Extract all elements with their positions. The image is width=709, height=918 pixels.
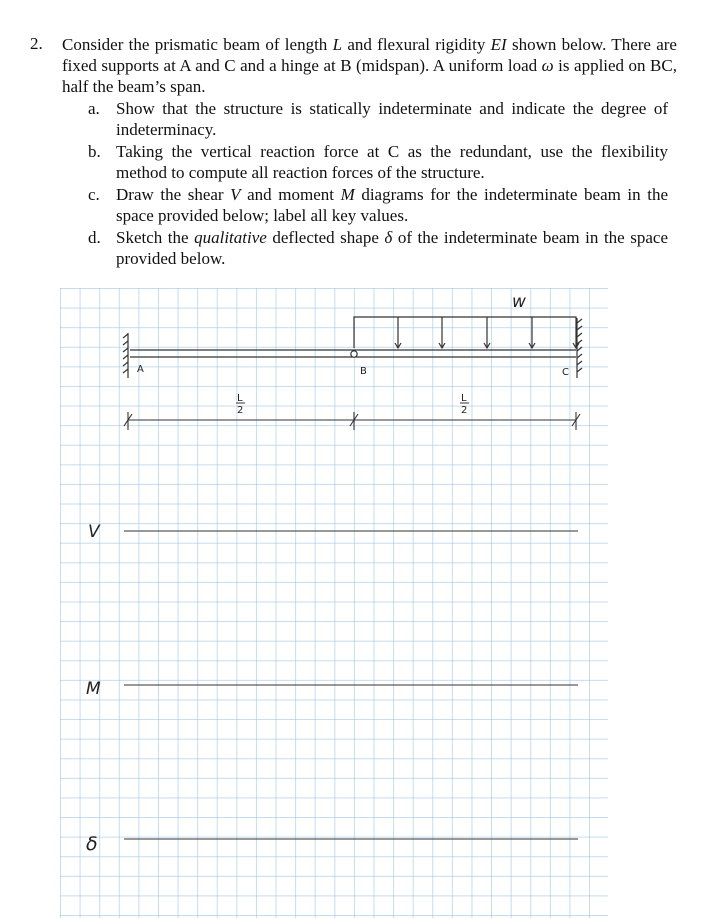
- part-a-label: a.: [88, 99, 100, 118]
- intro-text-3: shown below. There are fixed supports at A and C and a hinge at B (midspan). A uniform load: [62, 35, 677, 75]
- rigidity-symbol: EI: [490, 35, 507, 54]
- shear-axis-label: V: [88, 522, 100, 542]
- part-d-pre: Sketch the: [116, 228, 195, 247]
- part-c-pre: Draw the shear: [116, 185, 231, 204]
- part-d-label: d.: [88, 228, 101, 247]
- fixed-support-c: [577, 318, 582, 378]
- hinge-b-label: B: [360, 366, 367, 377]
- shear-symbol: V: [230, 185, 241, 204]
- intro-text-4: is applied on BC, half the beam’s span.: [62, 56, 677, 96]
- deflection-axis-label: δ: [86, 833, 98, 855]
- question-number: 2.: [30, 34, 43, 53]
- dimension-line: [124, 412, 580, 430]
- intro-text-2: and flexural rigidity: [342, 35, 491, 54]
- half-span-right-numerator: L: [461, 393, 467, 404]
- part-b-text: Taking the vertical reaction force at C as the redundant, use the flexibility method to compute all reaction forces of the structure.: [116, 142, 668, 182]
- moment-axis-label: M: [86, 679, 101, 699]
- moment-symbol: M: [340, 185, 355, 204]
- part-d-post: of the indeterminate beam in the space provided below.: [116, 228, 668, 268]
- half-span-left-denominator: 2: [237, 405, 244, 416]
- part-c-post: diagrams for the indeterminate beam in the space provided below; label all key values.: [116, 185, 668, 225]
- fixed-support-a: [123, 333, 128, 378]
- qualitative-word: qualitative: [194, 228, 267, 247]
- load-symbol: ω: [541, 56, 554, 75]
- hinge-b: [351, 351, 357, 357]
- half-span-left-numerator: L: [237, 393, 243, 404]
- load-label: w: [512, 292, 526, 312]
- part-a-text: Show that the structure is statically indeterminate and indicate the degree of indeterminacy.: [116, 99, 668, 139]
- part-d-mid: deflected shape: [266, 228, 385, 247]
- half-span-right: [460, 393, 469, 416]
- support-a-label: A: [137, 364, 144, 375]
- half-span-right-denominator: 2: [461, 405, 468, 416]
- support-c-label: C: [562, 367, 569, 378]
- intro-text-1: Consider the prismatic beam of length: [62, 35, 333, 54]
- part-c-label: c.: [88, 185, 100, 204]
- deflection-symbol: δ: [384, 228, 393, 247]
- half-span-left: [236, 393, 245, 416]
- part-c-mid: and moment: [240, 185, 341, 204]
- distributed-load: [354, 317, 579, 348]
- part-b-label: b.: [88, 142, 101, 161]
- length-symbol: L: [332, 35, 343, 54]
